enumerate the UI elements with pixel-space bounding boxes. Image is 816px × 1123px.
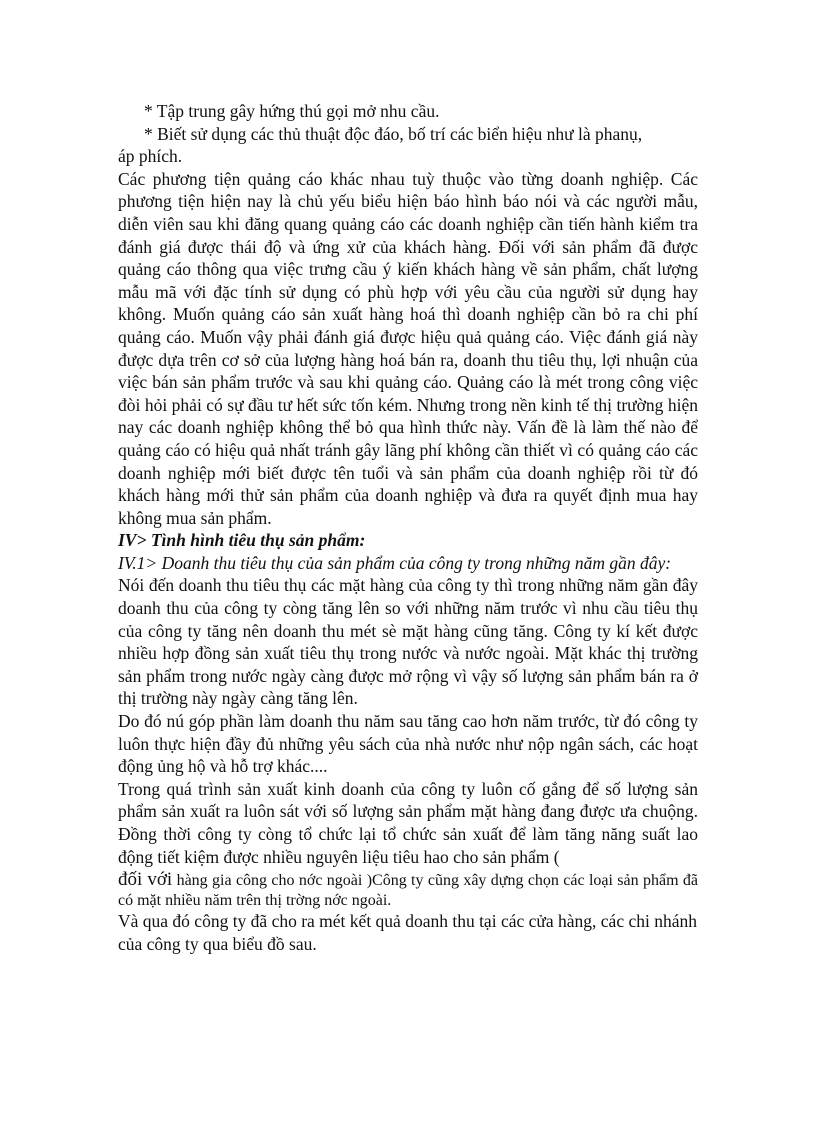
export-lead: đối với bbox=[118, 869, 173, 891]
paragraph-production: Trong quá trình sản xuất kinh doanh của công ty luôn cố gắng để số lượng sản phẩm sản xuất ra luôn sát với số lượng sản phẩm mặt hàng đang được ưa chuộng. Đồng thời công ty còng tổ chức lại tổ chức sản xuất để làm tăng năng suất lao động tiết kiệm được nhiều nguyên liệu tiêu hao cho sản phẩm ( bbox=[118, 778, 698, 867]
bullet-item: * Biết sử dụng các thủ thuật độc đáo, bố trí các biển hiệu như là phanụ, bbox=[144, 123, 643, 144]
export-rest: hàng gia công cho nớc ngoài )Công ty cũng xây dựng chọn các loại sản phẩm đã có mặt nhiều năm trên thị trờng nớc ngoài. bbox=[118, 872, 698, 910]
section-heading: IV> Tình hình tiêu thụ sản phẩm: bbox=[118, 530, 366, 551]
subsection-heading: IV.1> Doanh thu tiêu thụ của sản phẩm của công ty trong những năm gần đây: bbox=[118, 552, 672, 573]
paragraph-chart-intro: Và qua đó công ty đã cho ra mét kết quả doanh thu tại các cửa hàng, các chi nhánh của công ty qua biểu đồ sau. bbox=[118, 911, 697, 954]
bullet-continuation: áp phích. bbox=[118, 146, 183, 167]
paragraph-advertising: Các phương tiện quảng cáo khác nhau tuỳ thuộc vào từng doanh nghiệp. Các phương tiện hiện nay là chủ yếu biểu hiện báo hình báo nói và các người mẫu, diễn viên sau khi đăng quang quảng cáo các doanh nghiệp cần tiến hành kiểm tra đánh giá được thái độ và ứng xử của khách hàng. Đối với sản phẩm đã được quảng cáo thông qua việc trưng cầu ý kiến khách hàng về sản phẩm, chất lượng mẫu mã với đặc tính sử dụng có phù hợp với yêu cầu của người sử dụng hay không. Muốn quảng cáo sản xuất hàng hoá thì doanh nghiệp cần bỏ ra chi phí quảng cáo. Muốn vậy phải đánh giá được hiệu quả quảng cáo. Việc đánh giá này được dựa trên cơ sở của lượng hàng hoá bán ra, doanh thu tiêu thụ, lợi nhuận của việc bán sản phẩm trước và sau khi quảng cáo. Quảng cáo là mét trong công việc đòi hỏi phải có sự đầu tư hết sức tốn kém. Nhưng trong nền kinh tế thị trường hiện nay các doanh nghiệp không thể bỏ qua hình thức này. Vấn đề là làm thế nào để quảng cáo có hiệu quả nhất tránh gây lãng phí không cần thiết vì có quảng cáo các doanh nghiệp mới biết được tên tuổi và sản phẩm của doanh nghiệp rồi từ đó khách hàng mới thử sản phẩm của doanh nghiệp và đưa ra quyết định mua hay không mua sản phẩm. bbox=[118, 168, 698, 528]
document-page bbox=[118, 100, 698, 955]
bullet-item: * Tập trung gây hứng thú gọi mở nhu cầu. bbox=[144, 101, 440, 121]
paragraph-contribution: Do đó nú góp phần làm doanh thu năm sau tăng cao hơn năm trước, từ đó công ty luôn thực hiện đầy đủ những yêu sách của nhà nước như nộp ngân sách, các hoạt động ủng hộ và hỗ trợ khác.... bbox=[118, 711, 698, 777]
paragraph-revenue: Nói đến doanh thu tiêu thụ các mặt hàng của công ty thì trong những năm gần đây doanh thu của công ty còng tăng lên so với những năm trước vì nhu cầu tiêu thụ của công ty tăng nên doanh thu mét sè mặt hàng cũng tăng. Công ty kí kết được nhiều hợp đồng sản xuất tiêu thụ trong nước và nước ngoài. Mặt khác thị trường sản phẩm trong nước ngày càng được mở rộng vì vậy số lượng sản phẩm bán ra ở thị trường này ngày càng tăng lên. bbox=[118, 575, 698, 709]
paragraph-export bbox=[118, 870, 698, 910]
